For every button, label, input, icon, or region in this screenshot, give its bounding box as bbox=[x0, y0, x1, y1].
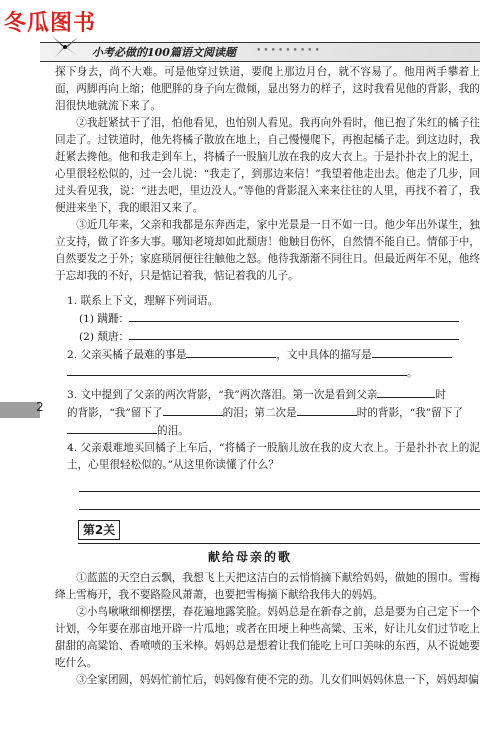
question-3 bbox=[55, 386, 480, 404]
question-2-end: 。 bbox=[407, 367, 418, 379]
passage2-section bbox=[55, 570, 480, 689]
passage-paragraph: ②我赶紧拭干了泪，怕他看见，也怕别人看见。我再向外看时，他已抱了朱红的橘子往回走了。过铁道时，他先将橘子散放在地上，自己慢慢爬下，再抱起橘子走。到这边时，我赶紧去搀他。他和我走到车上，将橘子一股脑儿放在我的皮大衣上。于是扑扑衣上的泥土，心里很轻松似的，过一会儿说：“我走了，到那边来信！”我望着他走出去。他走了几步，回过头看见我，说：“进去吧，里边没人。”等他的背影混入来来往往的人里，再找不着了，我便进来坐下，我的眼泪又来了。 bbox=[55, 117, 480, 214]
passage-paragraph: ③全家团圆，妈妈忙前忙后，妈妈像有使不完的劲。儿女们叫妈妈休息一下，妈妈却偏 bbox=[76, 674, 479, 686]
question-1b-label: (2) 颓唐： bbox=[79, 331, 130, 343]
question-1a-label: (1) 蹒跚： bbox=[79, 313, 130, 325]
passage-section bbox=[55, 64, 480, 510]
section-label: 第2关 bbox=[78, 520, 120, 540]
question-1a bbox=[55, 310, 480, 328]
answer-blank[interactable] bbox=[186, 346, 276, 358]
answer-blank[interactable] bbox=[67, 422, 157, 434]
poem-title: 献给母亲的歌 bbox=[207, 550, 292, 564]
passage-paragraph: ②小鸟啾啾细柳摆摆，春花遍地露笑脸。妈妈总是在新春之前，总是要为自己定下一个计划，今年要在那亩地开辟一片瓜地；或者在田埂上种些高粱、玉米，好让儿女们过节吃上甜甜的高粱饴、香喷喷的玉米棒。妈妈总是想着让我们能吃上可口美味的东西，从不说她要吃什么。 bbox=[55, 606, 480, 669]
question-2-text-a: 2. 父亲买橘子最难的事是 bbox=[67, 349, 187, 361]
section-divider bbox=[78, 543, 480, 544]
question-3-text-a: 3. 文中提到了父亲的两次背影，“我”两次落泪。第一次是看到父亲 bbox=[67, 389, 378, 401]
book-title: 小考必做的100篇语文阅读题 bbox=[92, 46, 236, 59]
question-2-text-b: ，文中具体的描写是 bbox=[276, 349, 372, 361]
answer-line[interactable] bbox=[79, 474, 480, 492]
question-3-text-d: 的泪；第二次是 bbox=[222, 407, 297, 419]
page-number: 2 bbox=[36, 400, 44, 414]
question-3-text-f: 的泪。 bbox=[157, 425, 189, 437]
question-1: 1. 联系上下文，理解下列词语。 bbox=[67, 295, 219, 307]
watermark-logo: 冬瓜图书 bbox=[4, 11, 97, 36]
answer-blank[interactable] bbox=[129, 310, 459, 322]
question-3-cont bbox=[55, 404, 480, 422]
passage-paragraph: 探下身去，尚不大难。可是他穿过铁道，要爬上那边月台，就不容易了。他用两手攀着上面，两脚再向上缩；他肥胖的身子向左微倾，显出努力的样子，这时我看见他的背影，我的泪很快地就流下来了。 bbox=[55, 66, 480, 112]
answer-blank[interactable] bbox=[377, 386, 435, 398]
question-2-cont bbox=[55, 364, 480, 382]
answer-blank[interactable] bbox=[297, 404, 357, 416]
question-3-text-b: 时 bbox=[435, 389, 446, 401]
answer-line[interactable] bbox=[79, 492, 480, 510]
answer-blank[interactable] bbox=[372, 346, 452, 358]
header-dots: ••••••••• bbox=[256, 46, 322, 56]
question-2 bbox=[55, 346, 480, 364]
answer-blank[interactable] bbox=[163, 404, 223, 416]
passage-paragraph: ③近几年来，父亲和我都是东奔西走，家中光景是一日不如一日。他少年出外谋生，独立支持，做了许多大事。哪知老境却如此颓唐！他触目伤怀，自然情不能自已。情郁于中，自然要发之于外；家庭琐屑便往往触他之怒。他待我渐渐不同往日。但最近两年不见，他终于忘却我的不好，只是惦记着我，惦记着我的儿子。 bbox=[55, 219, 480, 282]
question-1b bbox=[55, 328, 480, 346]
answer-blank[interactable] bbox=[67, 364, 407, 376]
pinwheel-logo-icon bbox=[48, 34, 82, 60]
answer-blank[interactable] bbox=[129, 328, 459, 340]
question-3-cont2 bbox=[55, 422, 480, 440]
question-3-text-e: 时的背影，“我”留下了 bbox=[356, 407, 463, 419]
passage-paragraph: ①蓝蓝的天空白云飘，我想飞上天把这洁白的云悄悄摘下献给妈妈，做她的围巾。雪梅绛上雪梅开，我不要路险风萧萧，也要把雪梅摘下献给我伟大的妈妈。 bbox=[55, 572, 480, 601]
page-side-tab bbox=[0, 402, 40, 418]
question-3-text-c: 的背影，“我”留下了 bbox=[67, 407, 163, 419]
question-4: 4. 父亲艰难地买回橘子上车后，“将橘子一股脑儿放在我的皮大衣上。于是扑扑衣上的泥土，心里很轻松似的。”从这里你读懂了什么？ bbox=[67, 442, 480, 471]
